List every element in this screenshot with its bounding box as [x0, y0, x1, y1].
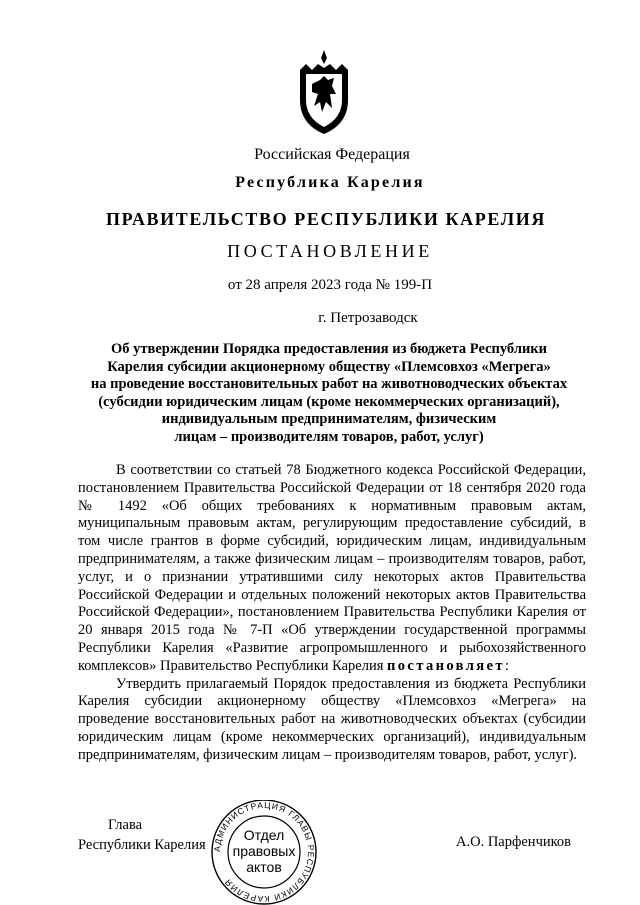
- stamp-ring-text: АДМИНИСТРАЦИЯ ГЛАВЫ РЕСПУБЛИКИ КАРЕЛИЯ: [211, 800, 317, 905]
- date-and-number: от 28 апреля 2023 года № 199-П: [227, 277, 433, 293]
- decree-word: постановляет: [387, 657, 505, 674]
- government-heading: ПРАВИТЕЛЬСТВО РЕСПУБЛИКИ КАРЕЛИЯ: [106, 209, 546, 229]
- signatory-position: [78, 815, 206, 855]
- official-stamp: [204, 800, 324, 905]
- document-type: ПОСТАНОВЛЕНИЕ: [227, 241, 433, 261]
- title-line: лицам – производителям товаров, работ, услуг): [174, 428, 484, 445]
- signatory-position-line: Республики Карелия: [78, 837, 206, 853]
- document-title: [74, 341, 584, 446]
- preamble-text: В соответствии со статьей 78 Бюджетного кодекса Российской Федерации, постановлением Правительства Российской Федерации от 18 сентября 2020 года № 1492 «Об общих требованиях к нормативным правовым актам, муниципальным правовым актам, регулирующим предоставление субсидий, в том числе грантов в форме субсидий, юридическим лицам, индивидуальным предпринимателям, а также физическим лицам – производителям товаров, работ, услуг, и о признании утратившими силу некоторых актов Правительства Российской Федерации и отдельных положений некоторых актов Правительства Российской Федерации», постановлением Правительства Республики Карелия от 20 января 2015 года № 7-П «Об утверждении государственной программы Республики Карелия «Развитие агропромышленного и рыбохозяйственного комплексов» Правительство Республики Карелия: [78, 462, 586, 674]
- karelia-coat-of-arms: [296, 50, 352, 134]
- title-line: на проведение восстановительных работ на животноводческих объектах: [90, 376, 568, 392]
- title-line: (субсидии юридическим лицам (кроме некоммерческих организаций),: [98, 393, 560, 410]
- preamble-colon: :: [504, 657, 509, 674]
- stamp-text-line: правовых: [232, 843, 296, 859]
- signatory-name: А.О. Парфенчиков: [456, 834, 572, 850]
- stamp-text-line: актов: [246, 859, 282, 875]
- body-paragraph-preamble: [78, 462, 586, 676]
- signatory-position-line: Глава: [108, 817, 143, 833]
- republic-line: Республика Карелия: [235, 174, 425, 191]
- title-line: Об утверждении Порядка предоставления из бюджета Республики: [110, 341, 548, 357]
- title-line: индивидуальным предпринимателям, физическим: [161, 411, 497, 427]
- city: г. Петрозаводск: [318, 310, 418, 326]
- federation-line: Российская Федерация: [254, 146, 410, 163]
- document-body: [78, 462, 586, 765]
- title-line: Карелия субсидии акционерному обществу «Племсовхоз «Мегрега»: [107, 358, 551, 375]
- stamp-text-line: Отдел: [243, 827, 285, 843]
- body-paragraph-resolution: Утвердить прилагаемый Порядок предоставления из бюджета Республики Карелия субсидии акционерному обществу «Племсовхоз «Мегрега» на проведение восстановительных работ на животноводческих объектах (субсидии юридическим лицам (кроме некоммерческих организаций), индивидуальным предпринимателям, физическим лицам – производителям товаров, работ, услуг).: [78, 675, 586, 763]
